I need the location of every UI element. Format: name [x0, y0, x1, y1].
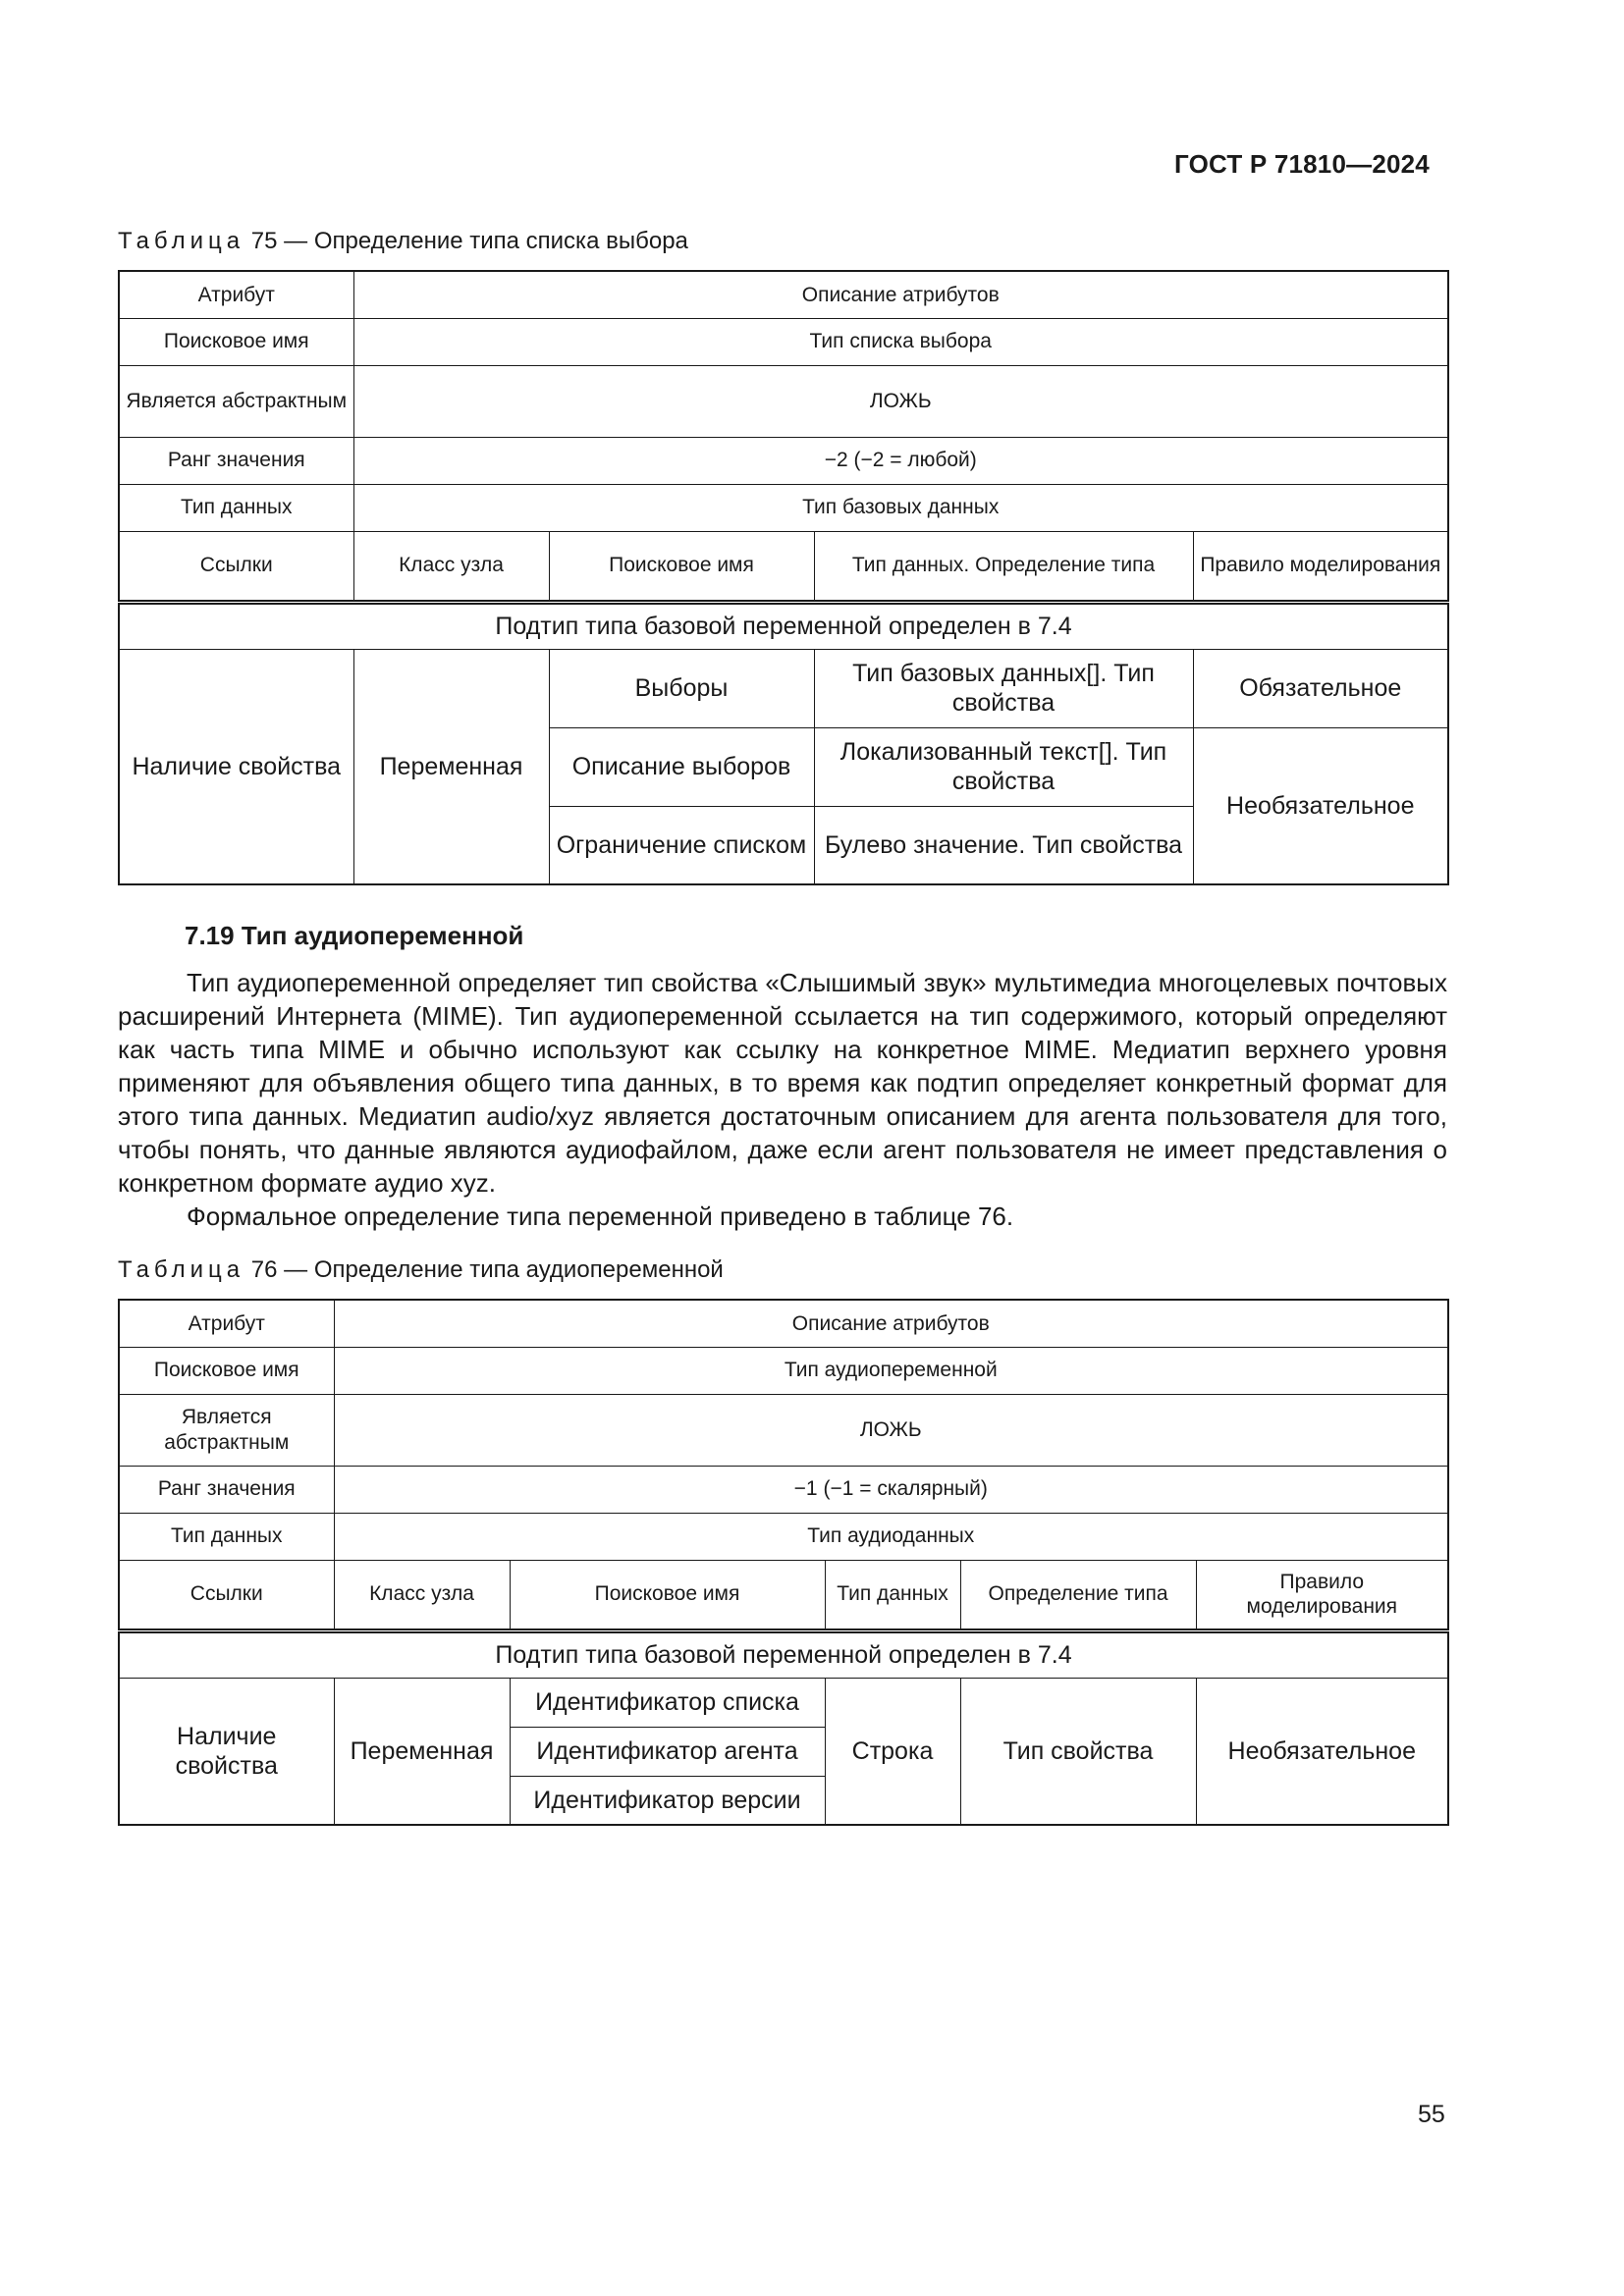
header-attribute: Атрибут: [119, 1300, 334, 1347]
props-label: Наличие свойства: [119, 649, 353, 884]
refs-label: Ссылки: [119, 1560, 334, 1630]
caption-title: — Определение типа аудиопеременной: [284, 1256, 724, 1283]
attr-cell: Является абстрактным: [119, 365, 353, 437]
table-row: [119, 318, 1448, 365]
attr-cell: Поисковое имя: [119, 318, 353, 365]
table-row: [119, 1630, 1448, 1678]
prop-type-definition: Тип свойства: [960, 1678, 1196, 1825]
table-row: [119, 271, 1448, 318]
attr-cell: Ранг значения: [119, 437, 353, 484]
caption-number: 75: [250, 228, 278, 254]
table-row: [119, 1394, 1448, 1466]
table-row: [119, 437, 1448, 484]
value-cell: Тип аудиопеременной: [334, 1347, 1448, 1394]
table-75-caption: [118, 228, 688, 255]
caption-prefix: Таблица: [118, 1256, 245, 1283]
prop-type: Булево значение. Тип свойства: [814, 806, 1193, 884]
refs-col-browse-name: Поисковое имя: [510, 1560, 825, 1630]
table-76-caption: [118, 1256, 724, 1284]
value-cell: −1 (−1 = скалярный): [334, 1466, 1448, 1513]
header-description: Описание атрибутов: [334, 1300, 1448, 1347]
refs-col-data-type: Тип данных. Определение типа: [814, 531, 1193, 602]
prop-name: Описание выборов: [549, 727, 814, 806]
header-attribute: Атрибут: [119, 271, 353, 318]
prop-name: Идентификатор списка: [510, 1678, 825, 1727]
table-row: [119, 602, 1448, 649]
attr-cell: Ранг значения: [119, 1466, 334, 1513]
prop-type: Тип базовых данных[]. Тип свойства: [814, 649, 1193, 727]
prop-rule: Обязательное: [1193, 649, 1448, 727]
props-label: Наличие свойства: [119, 1678, 334, 1825]
value-cell: −2 (−2 = любой): [353, 437, 1448, 484]
document-id-header: ГОСТ Р 71810—2024: [1174, 149, 1430, 179]
prop-data-type: Строка: [825, 1678, 960, 1825]
refs-col-modelling-rule: Правило моделирования: [1196, 1560, 1448, 1630]
table-row: [119, 1347, 1448, 1394]
props-node-class: Переменная: [334, 1678, 510, 1825]
header-description: Описание атрибутов: [353, 271, 1448, 318]
section-paragraph: Тип аудиопеременной определяет тип свойства «Слышимый звук» мультимедиа многоцелевых почтовых расширений Интернета (MIME). Тип аудиопеременной ссылается на тип содержимого, который определяют как часть типа MIME и обычно используют как ссылку на конкретное MIME. Медиатип верхнего уровня применяют для объявления общего типа данных, в то время как подтип определяет конкретный формат для этого типа данных. Медиатип audio/xyz является достаточным описанием для агента пользователя для того, чтобы понять, что данные являются аудиофайлом, даже если агент пользователя не имеет представления о конкретном формате аудио xyz.: [118, 968, 1447, 1198]
value-cell: ЛОЖЬ: [353, 365, 1448, 437]
table-75: [118, 270, 1449, 885]
prop-name: Идентификатор агента: [510, 1727, 825, 1776]
refs-col-type-definition: Определение типа: [960, 1560, 1196, 1630]
prop-rule: Необязательное: [1196, 1678, 1448, 1825]
table-76: [118, 1299, 1449, 1826]
table-row: [119, 649, 1448, 727]
prop-name: Выборы: [549, 649, 814, 727]
caption-number: 76: [250, 1256, 278, 1283]
section-heading: 7.19 Тип аудиопеременной: [185, 921, 524, 950]
section-paragraph-reference: Формальное определение типа переменной приведено в таблице 76.: [187, 1201, 1014, 1231]
value-cell: ЛОЖЬ: [334, 1394, 1448, 1466]
page-number: 55: [1418, 2101, 1445, 2128]
prop-name: Идентификатор версии: [510, 1776, 825, 1825]
value-cell: Тип аудиоданных: [334, 1513, 1448, 1560]
subtype-note: Подтип типа базовой переменной определен в 7.4: [119, 602, 1448, 649]
value-cell: Тип базовых данных: [353, 484, 1448, 531]
table-row: [119, 1300, 1448, 1347]
caption-title: — Определение типа списка выбора: [284, 228, 688, 254]
table-row: [119, 531, 1448, 602]
caption-prefix: Таблица: [118, 228, 245, 254]
refs-label: Ссылки: [119, 531, 353, 602]
table-row: [119, 1678, 1448, 1727]
refs-col-modelling-rule: Правило моделирования: [1193, 531, 1448, 602]
table-row: [119, 1466, 1448, 1513]
value-cell: Тип списка выбора: [353, 318, 1448, 365]
attr-cell: Является абстрактным: [119, 1394, 334, 1466]
refs-col-node-class: Класс узла: [353, 531, 549, 602]
props-node-class: Переменная: [353, 649, 549, 884]
table-row: [119, 365, 1448, 437]
attr-cell: Тип данных: [119, 1513, 334, 1560]
refs-col-node-class: Класс узла: [334, 1560, 510, 1630]
table-row: [119, 1560, 1448, 1630]
refs-col-browse-name: Поисковое имя: [549, 531, 814, 602]
attr-cell: Поисковое имя: [119, 1347, 334, 1394]
table-row: [119, 484, 1448, 531]
attr-cell: Тип данных: [119, 484, 353, 531]
prop-name: Ограничение списком: [549, 806, 814, 884]
prop-type: Локализованный текст[]. Тип свойства: [814, 727, 1193, 806]
prop-rule: Необязательное: [1193, 727, 1448, 884]
refs-col-data-type: Тип данных: [825, 1560, 960, 1630]
subtype-note: Подтип типа базовой переменной определен в 7.4: [119, 1630, 1448, 1678]
table-row: [119, 1513, 1448, 1560]
